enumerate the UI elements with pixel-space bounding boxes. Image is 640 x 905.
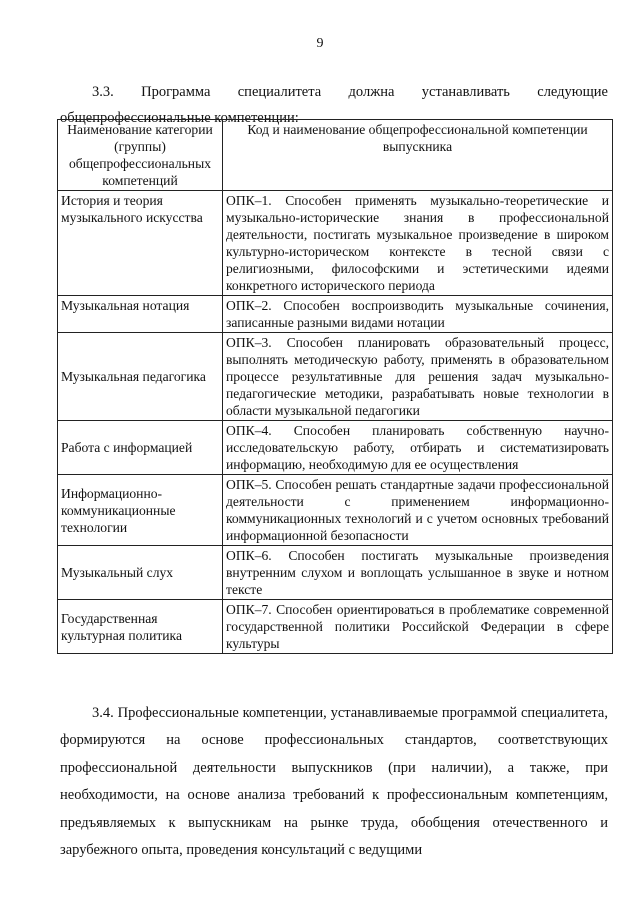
table-row: [58, 421, 613, 475]
table-row: [58, 296, 613, 333]
header-category: Наименование категории (группы) общепрофессиональных компетенций: [58, 120, 223, 191]
competence-description: ОПК–2. Способен воспроизводить музыкальные сочинения, записанные разными видами нотации: [223, 296, 613, 333]
table-row: [58, 191, 613, 296]
table-header-row: [58, 120, 613, 191]
competence-description: ОПК–7. Способен ориентироваться в проблематике современной государственной политики Российской Федерации в сфере культуры: [223, 600, 613, 654]
table-row: [58, 333, 613, 421]
competence-description: ОПК–3. Способен планировать образовательный процесс, выполнять методическую работу, применять в образовательном процессе результативные для решения задач музыкально-педагогические методики, разрабатывать новые технологии в области музыкальной педагогики: [223, 333, 613, 421]
header-competence: Код и наименование общепрофессиональной компетенции выпускника: [223, 120, 613, 191]
section-3-4-paragraph: 3.4. Профессиональные компетенции, устанавливаемые программой специалитета, формируются на основе профессиональных стандартов, соответствующих профессиональной деятельности выпускников (при наличии), а также, при необходимости, на основе анализа требований к профессиональным компетенциям, предъявляемых к выпускникам на рынке труда, обобщения отечественного и зарубежного опыта, проведения консультаций с ведущими: [60, 704, 608, 858]
category-name: История и теория музыкального искусства: [58, 191, 223, 296]
section-3-3-intro: 3.3. Программа специалитета должна устанавливать следующие общепрофессиональные компетенции:: [60, 83, 608, 126]
category-name: Работа с информацией: [58, 421, 223, 475]
competence-description: ОПК–1. Способен применять музыкально-теоретические и музыкально-исторические знания в профессиональной деятельности, постигать музыкальное произведение в широком культурно-историческом контексте в тесной связи с религиозными, философскими и эстетическими идеями конкретного исторического периода: [223, 191, 613, 296]
competence-description: ОПК–6. Способен постигать музыкальные произведения внутренним слухом и воплощать услышанное в звуке и нотном тексте: [223, 546, 613, 600]
category-name: Музыкальный слух: [58, 546, 223, 600]
table-row: [58, 475, 613, 546]
page-number: 9: [316, 36, 324, 51]
competencies-table: [57, 119, 613, 654]
competence-description: ОПК–4. Способен планировать собственную научно-исследовательскую работу, отбирать и систематизировать информацию, необходимую для ее осуществления: [223, 421, 613, 475]
competence-description: ОПК–5. Способен решать стандартные задачи профессиональной деятельности с применением информационно-коммуникационных технологий и с учетом основных требований информационной безопасности: [223, 475, 613, 546]
category-name: Музыкальная нотация: [58, 296, 223, 333]
table-row: [58, 600, 613, 654]
category-name: Информационно-коммуникационные технологии: [58, 475, 223, 546]
category-name: Музыкальная педагогика: [58, 333, 223, 421]
category-name: Государственная культурная политика: [58, 600, 223, 654]
table-row: [58, 546, 613, 600]
